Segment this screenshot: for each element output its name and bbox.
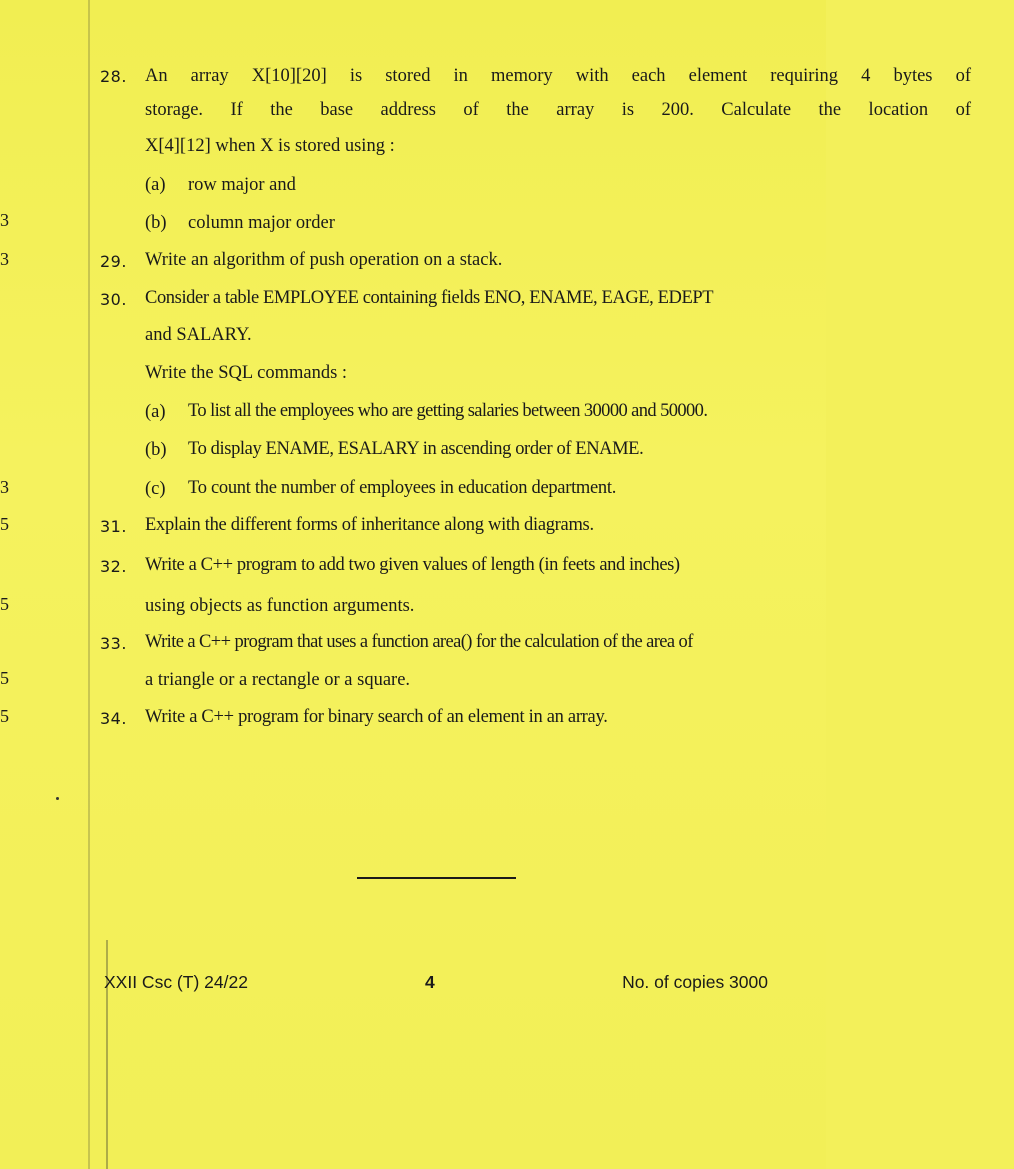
copies-count: No. of copies 3000: [622, 972, 768, 992]
question-text-line: An array X[10][20] is stored in memory with each element requiring 4 bytes of: [145, 66, 971, 86]
end-of-paper-rule: [357, 877, 516, 879]
question-text-line: Write a C++ program for binary search of an element in an array.: [145, 707, 608, 727]
question-number: 34.: [100, 709, 127, 728]
part-text: To display ENAME, ESALARY in ascending order of ENAME.: [188, 439, 644, 459]
paper-mark: [56, 797, 59, 800]
marks: 3: [0, 249, 9, 269]
marks: 5: [0, 594, 9, 614]
part-text: column major order: [188, 213, 335, 233]
part-text: To count the number of employees in education department.: [188, 478, 617, 498]
question-text-line: Consider a table EMPLOYEE containing fields ENO, ENAME, EAGE, EDEPT: [145, 288, 714, 308]
question-text-line: Write the SQL commands :: [145, 363, 348, 383]
marks: 5: [0, 514, 9, 534]
question-text-line: storage. If the base address of the array is 200. Calculate the location of: [145, 100, 971, 120]
question-number: 32.: [100, 557, 127, 576]
question-text-line: Explain the different forms of inheritance along with diagrams.: [145, 515, 594, 535]
question-text-line: a triangle or a rectangle or a square.: [145, 670, 411, 690]
part-label: (c): [145, 479, 166, 499]
paper-fold-line: [88, 0, 90, 1169]
part-label: (a): [145, 175, 166, 195]
question-number: 28.: [100, 67, 127, 86]
marks: 3: [0, 210, 9, 230]
question-number: 31.: [100, 517, 127, 536]
question-text-line: Write an algorithm of push operation on a stack.: [145, 250, 503, 270]
paper-code: XXII Csc (T) 24/22: [104, 972, 248, 992]
part-text: To list all the employees who are getting salaries between 30000 and 50000.: [188, 401, 708, 421]
part-label: (b): [145, 440, 167, 460]
question-text-line: using objects as function arguments.: [145, 596, 415, 616]
question-number: 30.: [100, 290, 127, 309]
part-label: (a): [145, 402, 166, 422]
marks: 3: [0, 477, 9, 497]
question-text-line: X[4][12] when X is stored using :: [145, 136, 395, 156]
part-text: row major and: [188, 175, 296, 195]
question-text-line: and SALARY.: [145, 325, 252, 345]
question-text-line: Write a C++ program to add two given values of length (in feets and inches): [145, 555, 680, 575]
marks: 5: [0, 668, 9, 688]
marks: 5: [0, 706, 9, 726]
page-number: 4: [425, 972, 435, 992]
question-text-line: Write a C++ program that uses a function area() for the calculation of the area of: [145, 632, 693, 652]
question-number: 33.: [100, 634, 127, 653]
part-label: (b): [145, 213, 167, 233]
question-number: 29.: [100, 252, 127, 271]
